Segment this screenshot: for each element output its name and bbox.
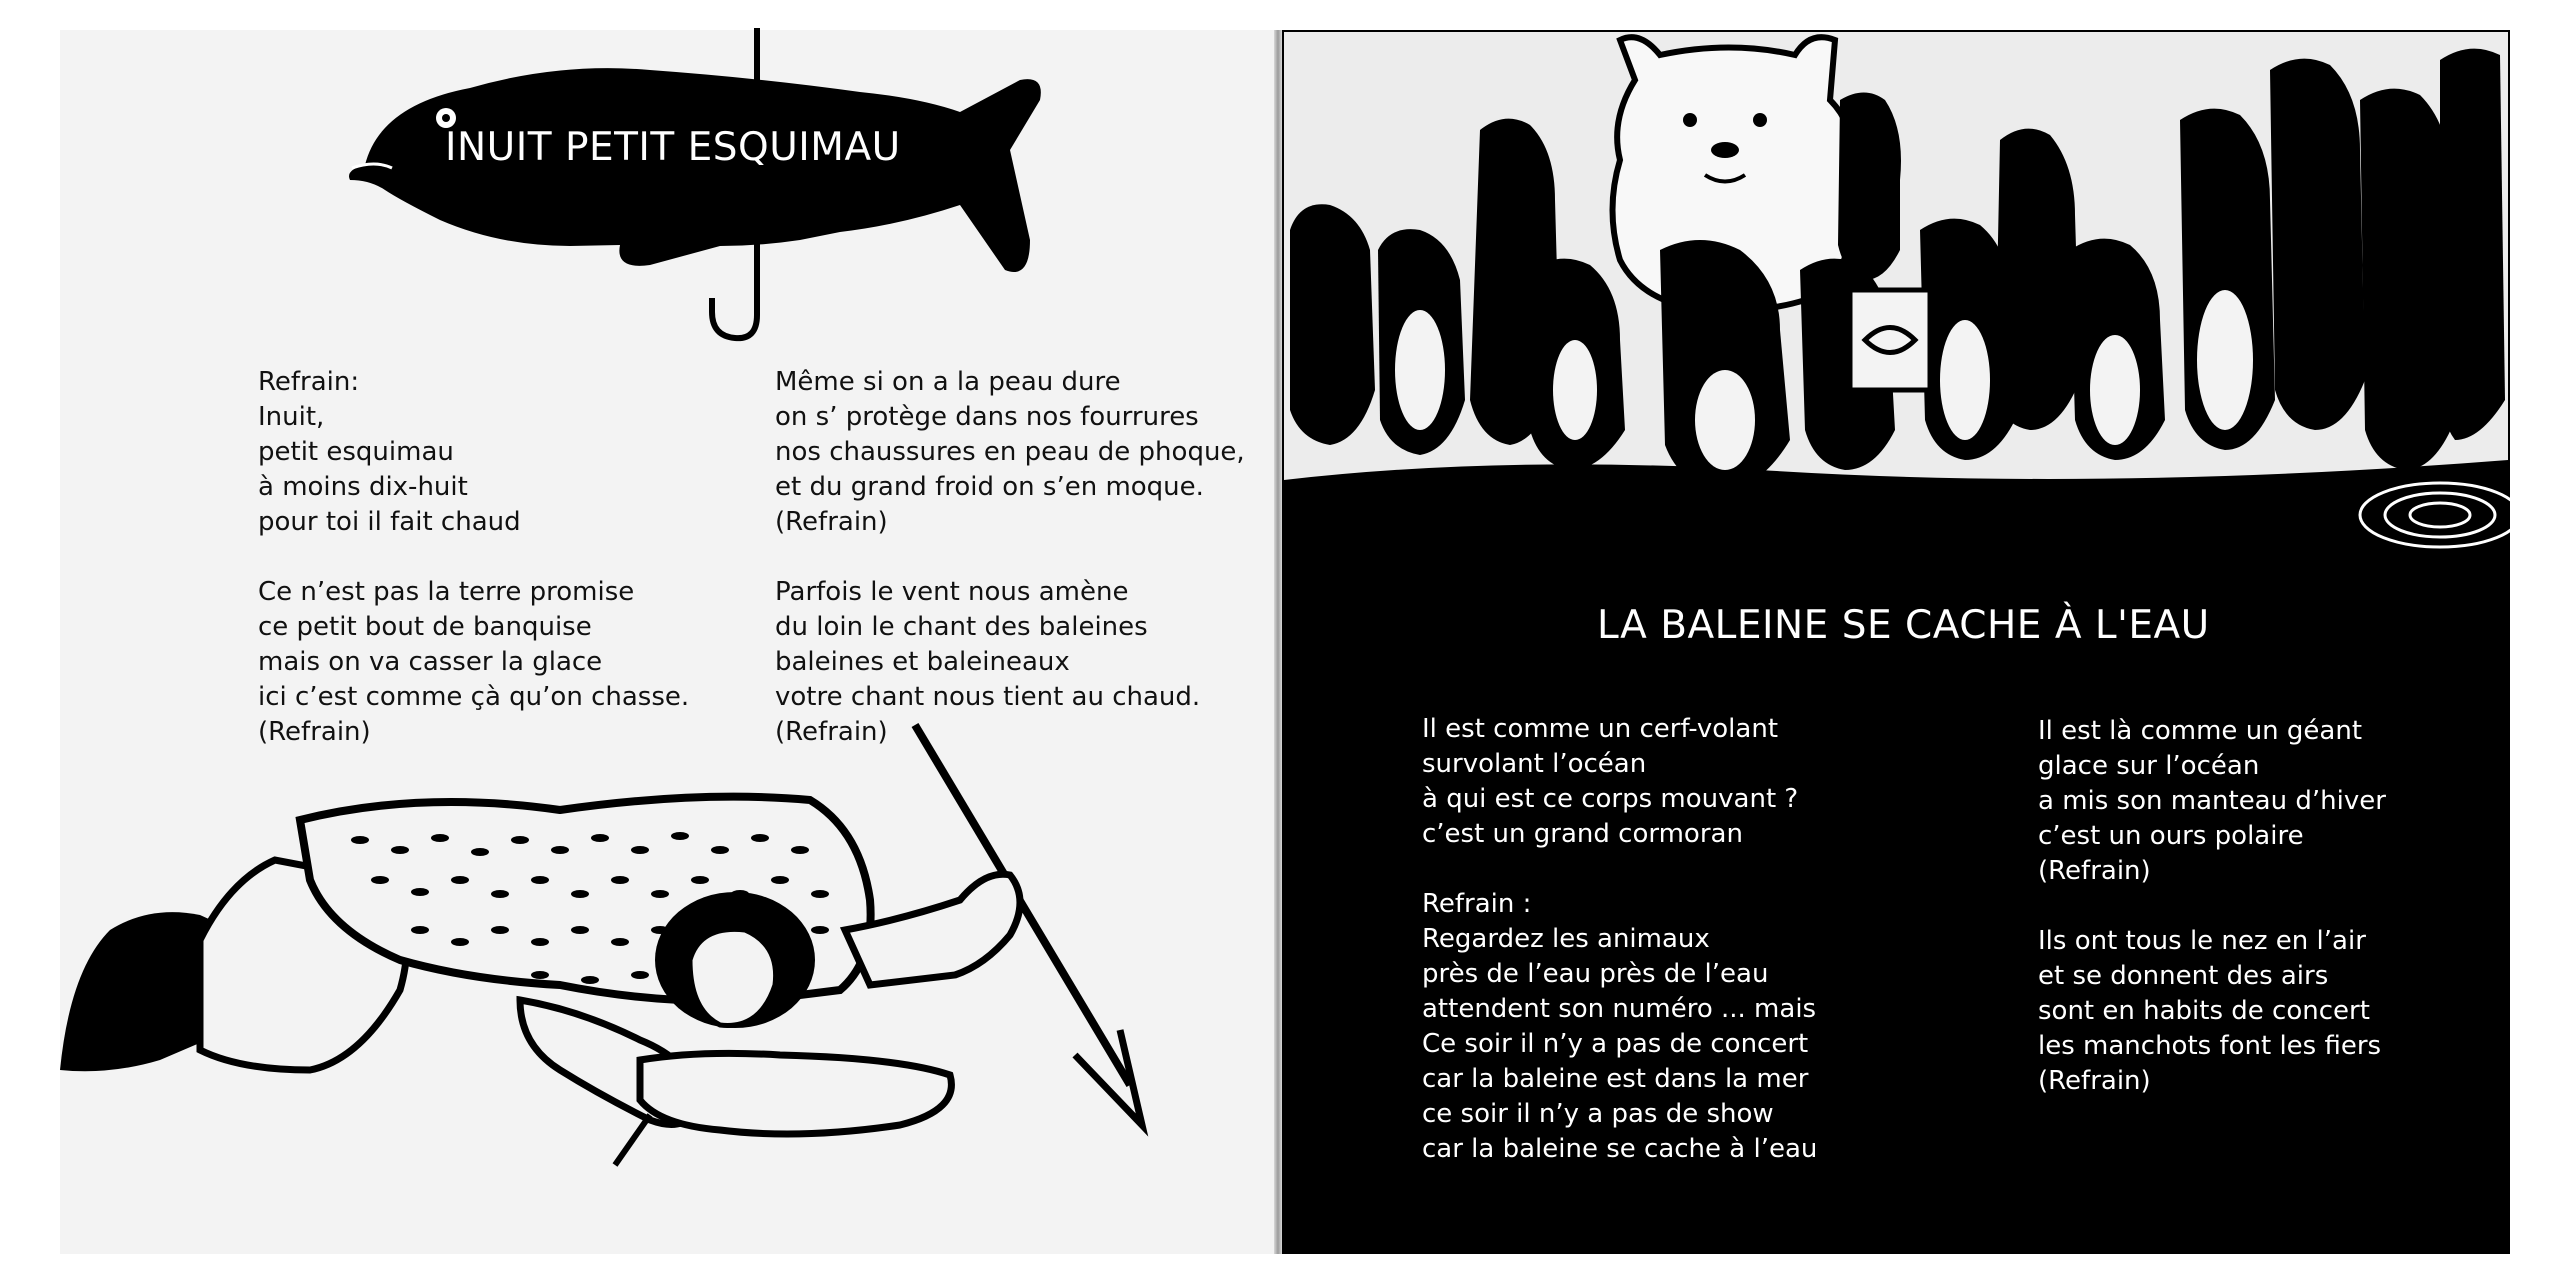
- lyric-line: c’est un ours polaire: [2038, 821, 2304, 851]
- stanza: [258, 365, 689, 540]
- stanza: [258, 575, 689, 750]
- lyric-line: on s’ protège dans nos fourrures: [775, 402, 1199, 432]
- lyric-line: sont en habits de concert: [2038, 996, 2370, 1026]
- stanza: [1422, 712, 1817, 852]
- lyric-line: petit esquimau: [258, 437, 454, 467]
- lyric-line: attendent son numéro ... mais: [1422, 994, 1817, 1024]
- lyric-line: du loin le chant des baleines: [775, 612, 1148, 642]
- lyric-line: Ce n’est pas la terre promise: [258, 577, 635, 607]
- lyric-line: survolant l’océan: [1422, 749, 1647, 779]
- lyric-line: votre chant nous tient au chaud.: [775, 682, 1201, 712]
- lyric-line: à moins dix-huit: [258, 472, 468, 502]
- lyric-line: Ils ont tous le nez en l’air: [2038, 926, 2366, 956]
- lyric-line: nos chaussures en peau de phoque,: [775, 437, 1245, 467]
- lyric-line: Regardez les animaux: [1422, 924, 1710, 954]
- lyric-line: Ce soir il n’y a pas de concert: [1422, 1029, 1809, 1059]
- lyrics-column-left-1: [258, 365, 689, 785]
- lyric-line: (Refrain): [775, 717, 888, 747]
- stanza: [2038, 924, 2386, 1099]
- stanza: [1422, 887, 1817, 1167]
- lyric-line: pour toi il fait chaud: [258, 507, 521, 537]
- stanza: [775, 365, 1245, 540]
- lyric-line: ce soir il n’y a pas de show: [1422, 1099, 1774, 1129]
- lyric-line: baleines et baleineaux: [775, 647, 1070, 677]
- lyric-line: Inuit,: [258, 402, 325, 432]
- lyric-line: (Refrain): [2038, 1066, 2151, 1096]
- lyric-line: (Refrain): [775, 507, 888, 537]
- lyric-line: car la baleine se cache à l’eau: [1422, 1134, 1818, 1164]
- song-title-baleine: LA BALEINE SE CACHE À L'EAU: [1597, 603, 2210, 648]
- lyric-line: ici c’est comme çà qu’on chasse.: [258, 682, 690, 712]
- lyrics-column-right-1: [1422, 712, 1817, 1202]
- lyric-line: à qui est ce corps mouvant ?: [1422, 784, 1799, 814]
- lyric-line: c’est un grand cormoran: [1422, 819, 1743, 849]
- lyric-line: car la baleine est dans la mer: [1422, 1064, 1809, 1094]
- inuit-hunter-illustration: [60, 725, 1142, 1165]
- lyrics-column-left-2: [775, 365, 1245, 785]
- lyric-line: glace sur l’océan: [2038, 751, 2260, 781]
- stanza: [775, 575, 1245, 750]
- lyric-line: mais on va casser la glace: [258, 647, 603, 677]
- lyric-line: et se donnent des airs: [2038, 961, 2329, 991]
- lyric-line: et du grand froid on s’en moque.: [775, 472, 1204, 502]
- song-title-inuit: INUIT PETIT ESQUIMAU: [445, 125, 901, 170]
- fish-sign-icon: [1850, 290, 1930, 390]
- fish-icon: [349, 68, 1041, 272]
- lyric-line: Il est comme un cerf-volant: [1422, 714, 1779, 744]
- lyrics-column-right-2: [2038, 714, 2386, 1134]
- lyric-line: ce petit bout de banquise: [258, 612, 592, 642]
- lyric-line: les manchots font les fiers: [2038, 1031, 2382, 1061]
- lyric-line: (Refrain): [2038, 856, 2151, 886]
- lyric-line: près de l’eau près de l’eau: [1422, 959, 1769, 989]
- lyric-line: Il est là comme un géant: [2038, 716, 2363, 746]
- ripples-icon: [2360, 483, 2520, 547]
- lyric-line: Refrain:: [258, 367, 360, 397]
- lyric-line: Même si on a la peau dure: [775, 367, 1121, 397]
- lyric-line: Refrain :: [1422, 889, 1532, 919]
- lyric-line: (Refrain): [258, 717, 371, 747]
- stanza: [2038, 714, 2386, 889]
- lyric-line: a mis son manteau d’hiver: [2038, 786, 2386, 816]
- lyric-line: Parfois le vent nous amène: [775, 577, 1129, 607]
